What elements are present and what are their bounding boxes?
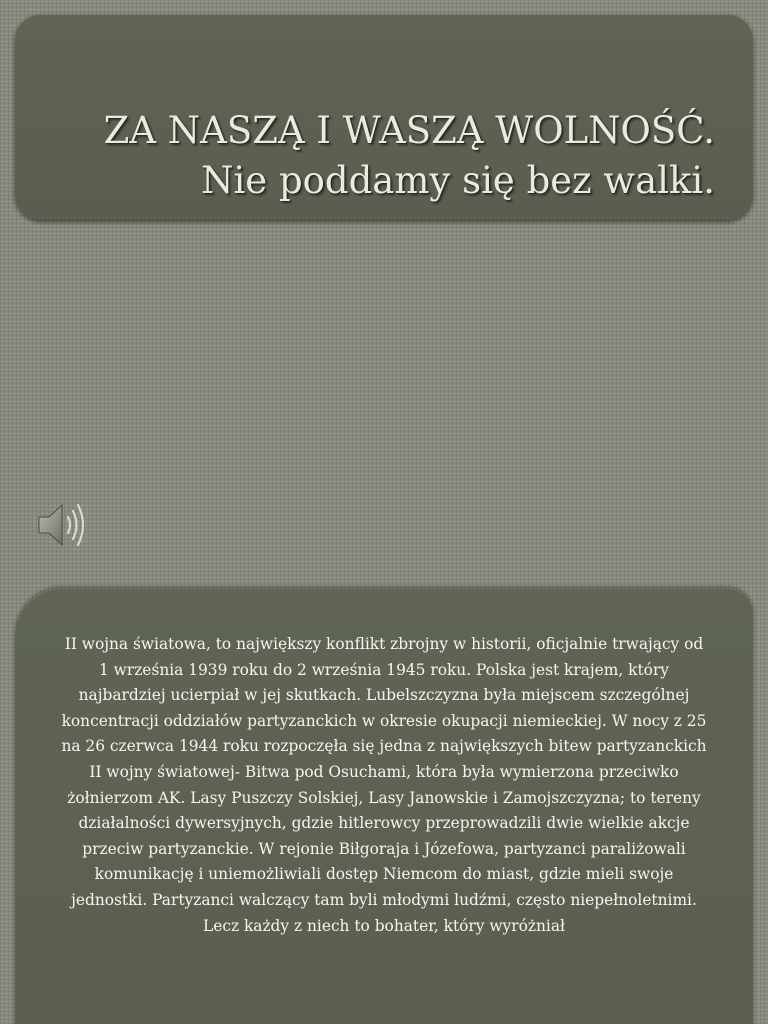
body-text: II wojna światowa, to największy konflikt zbrojny w historii, oficjalnie trwający od 1 września 1939 roku do 2 września 1945 roku. Polska jest krajem, który najbardziej ucierpiał w jej skutkach. Lubelszczyzna była miejscem szczególnej koncentracji oddziałów partyzanckich w okresie okupacji niemieckiej. W nocy z 25 na 26 czerwca 1944 roku rozpoczęła się jedna z największych bitew partyzanckich II wojny światowej- Bitwa pod Osuchami, która była wymierzona przeciwko żołnierzom AK. Lasy Puszczy Solskiej, Lasy Janowskie i Zamojszczyzna; to tereny działalności dywersyjnych, gdzie hitlerowcy przeprowadzili dwie wielkie akcje przeciw partyzanckie. W rejonie Biłgoraja i Józefowa, partyzanci paraliżowali komunikację i uniemożliwiali dostęp Niemcom do miast, gdzie mieli swoje jednostki. Partyzanci walczący tam byli młodymi ludźmi, często niepełnoletnimi. Lecz każdy z niech to bohater, który wyróżniał — [61, 635, 707, 935]
title-panel — [15, 14, 753, 220]
slide-title-line-2: Nie poddamy się bez walki. — [201, 159, 715, 202]
slide-title-line-1: ZA NASZĄ I WASZĄ WOLNOŚĆ. — [103, 109, 715, 152]
content-panel — [15, 588, 753, 1024]
speaker-icon[interactable] — [36, 500, 90, 550]
slide-title — [104, 106, 715, 206]
